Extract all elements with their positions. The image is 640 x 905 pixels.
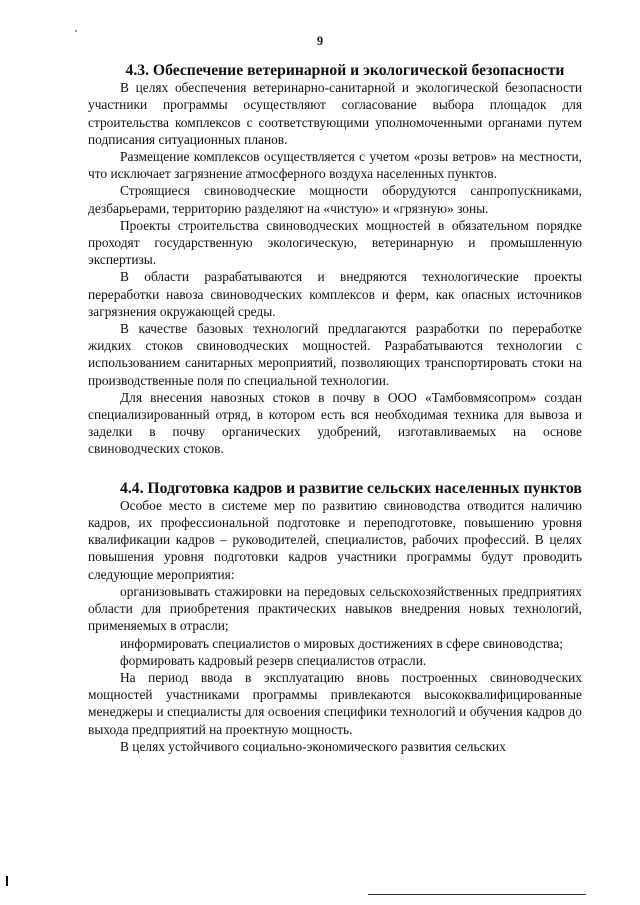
section-4-3-title: 4.3. Обеспечение ветеринарной и экологической безопасности <box>125 62 565 79</box>
paragraph: В целях устойчивого социально-экономического развития сельских <box>120 738 506 754</box>
page-content <box>88 62 582 755</box>
footer-rule <box>368 894 586 895</box>
paragraph: В области разрабатываются и внедряются технологические проекты переработки навоза свиноводческих комплексов и ферм, как опасных источников загрязнения окружающей среды. <box>88 269 582 319</box>
paragraph: Строящиеся свиноводческие мощности оборудуются санпропускниками, дезбарьерами, территорию разделяют на «чистую» и «грязную» зоны. <box>88 183 582 216</box>
scan-speck <box>75 30 77 32</box>
paragraph: В качестве базовых технологий предлагаются разработки по переработке жидких стоков свиноводческих мощностей. Разрабатываются технологии с использованием санитарных мероприятий, позволяющих транспортировать стоки на производственные поля по специальной технологии. <box>88 321 582 388</box>
scan-mark <box>6 876 8 886</box>
paragraph: Для внесения навозных стоков в почву в ООО «Тамбовмясопром» создан специализированный отряд, в котором есть вся необходимая техника для вывоза и заделки в почву органических удобрений, изготавливаемых на основе свиноводческих стоков. <box>88 389 582 457</box>
paragraph: организовывать стажировки на передовых сельскохозяйственных предприятиях области для приобретения практических навыков внедрения новых технологий, применяемых в отрасли; <box>88 583 582 634</box>
paragraph: Проекты строительства свиноводческих мощностей в обязательном порядке проходят государственную экологическую, ветеринарную и промышленную экспертизы. <box>88 217 582 268</box>
section-4-4-title: 4.4. Подготовка кадров и развитие сельских населенных пунктов <box>120 479 582 497</box>
paragraph: На период ввода в эксплуатацию вновь построенных свиноводческих мощностей участниками программы привлекаются высококвалифицированные менеджеры и специалисты для освоения специфики технологий и обучения кадров до выхода предприятий на проектную мощность. <box>88 669 582 737</box>
page-number: 9 <box>316 34 324 48</box>
paragraph: В целях обеспечения ветеринарно-санитарной и экологической безопасности участники программы осуществляют согласование выбора площадок для строительства комплексов с соответствующими уполномоченными органами путем подписания ситуационных планов. <box>88 80 582 147</box>
paragraph: формировать кадровый резерв специалистов отрасли. <box>120 652 427 668</box>
paragraph: Размещение комплексов осуществляется с учетом «розы ветров» на местности, что исключает загрязнение атмосферного воздуха населенных пунктов. <box>88 149 582 182</box>
paragraph: информировать специалистов о мировых достижениях в сфере свиноводства; <box>120 635 563 651</box>
paragraph: Особое место в системе мер по развитию свиноводства отводится наличию кадров, их профессиональной подготовке и переподготовке, повышению уровня квалификации кадров – руководителей, специалистов, рабочих профессий. В целях повышения уровня подготовки кадров участники программы будут проводить следующие мероприятия: <box>88 497 582 582</box>
